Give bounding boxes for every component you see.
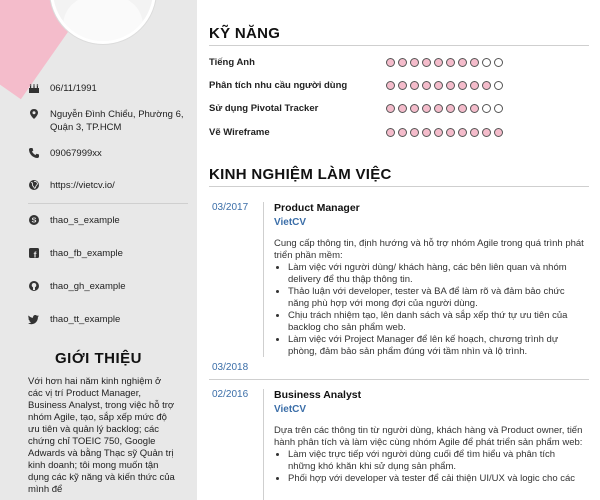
- timeline-line: [263, 389, 264, 500]
- cake-icon: [28, 82, 40, 94]
- sidebar: [0, 0, 197, 500]
- rating-dot-empty: [494, 104, 503, 113]
- rating-dot-filled: [446, 81, 455, 90]
- rating-dot-filled: [386, 58, 395, 67]
- skill-rating: [386, 58, 503, 67]
- rating-dot-filled: [386, 104, 395, 113]
- job-summary: Cung cấp thông tin, định hướng và hỗ trợ nhóm Agile trong quá trình phát triển phần mềm:: [274, 238, 584, 261]
- contact-text: 09067999xx: [50, 148, 102, 159]
- phone-icon: [28, 147, 40, 159]
- rating-dot-filled: [482, 128, 491, 137]
- intro-title: GIỚI THIỆU: [55, 350, 142, 367]
- job-title: Business Analyst: [274, 389, 362, 401]
- rating-dot-filled: [458, 58, 467, 67]
- github-icon: [28, 280, 40, 292]
- rating-dot-filled: [482, 81, 491, 90]
- job-company: VietCV: [274, 404, 307, 415]
- rating-dot-filled: [434, 128, 443, 137]
- rating-dot-filled: [398, 128, 407, 137]
- contact-text: 06/11/1991: [50, 83, 97, 94]
- rating-dot-filled: [410, 104, 419, 113]
- job-bullet: • Làm việc với Project Manager để lên kế hoạch, chương trình dự phòng, đảm bảo sản phẩm đúng với tầm nhìn và lộ trình.: [288, 334, 584, 358]
- social-text: thao_tt_example: [50, 314, 121, 325]
- rating-dot-filled: [494, 128, 503, 137]
- facebook-icon: [28, 247, 40, 259]
- svg-text:f: f: [33, 249, 37, 259]
- skill-name: Vẽ Wireframe: [209, 127, 270, 138]
- job-company: VietCV: [274, 217, 307, 228]
- section-divider: [209, 45, 589, 46]
- job-description: [274, 425, 584, 485]
- rating-dot-filled: [410, 58, 419, 67]
- job-bullet: • Làm việc với người dùng/ khách hàng, các bên liên quan và nhóm delivery để thu thập thông tin.: [288, 262, 584, 286]
- rating-dot-filled: [386, 81, 395, 90]
- rating-dot-empty: [494, 58, 503, 67]
- job-bullets: [274, 262, 584, 358]
- rating-dot-filled: [398, 104, 407, 113]
- job-summary: Dựa trên các thông tin từ người dùng, khách hàng và Product owner, tiến hành phân tích và làm việc cùng nhóm Agile để phát triển sản phẩm web:: [274, 425, 583, 448]
- rating-dot-empty: [482, 104, 491, 113]
- rating-dot-filled: [470, 104, 479, 113]
- skill-rating: [386, 128, 503, 137]
- intro-text: Với hơn hai năm kinh nghiệm ở các vị trí Product Manager, Business Analyst, trong việc hỗ trợ nhóm Agile, tạo, sắp xếp mức độ ưu tiên và quản lý backlog; các chứng chỉ TOEIC 750, Google Adwards và bằng Thạc sỹ Quản trị kinh doanh; tôi mong muốn tận dụng các kỹ năng và kiến thức của mình để: [28, 376, 175, 495]
- rating-dot-filled: [398, 58, 407, 67]
- avatar: [50, 0, 156, 44]
- rating-dot-filled: [434, 104, 443, 113]
- rating-dot-filled: [410, 128, 419, 137]
- job-end-date: 03/2018: [212, 362, 249, 373]
- rating-dot-filled: [434, 81, 443, 90]
- social-text: thao_gh_example: [50, 281, 126, 292]
- job-bullet: • Chịu trách nhiệm tạo, lên danh sách và sắp xếp thứ tự ưu tiên của backlog cho sản phẩm web.: [288, 310, 584, 334]
- rating-dot-filled: [458, 104, 467, 113]
- experience-title: KINH NGHIỆM LÀM VIỆC: [209, 166, 392, 183]
- rating-dot-filled: [422, 104, 431, 113]
- rating-dot-filled: [434, 58, 443, 67]
- rating-dot-filled: [422, 58, 431, 67]
- rating-dot-empty: [482, 58, 491, 67]
- job-start-date: 02/2016: [212, 389, 249, 400]
- rating-dot-filled: [410, 81, 419, 90]
- rating-dot-filled: [458, 128, 467, 137]
- svg-text:S: S: [31, 215, 37, 225]
- twitter-icon: [28, 313, 40, 325]
- contact-text: https://vietcv.io/: [50, 180, 115, 191]
- job-bullet: • Phối hợp với developer và tester để cải thiện UI/UX và logic cho các: [288, 473, 584, 485]
- skill-name: Sử dụng Pivotal Tracker: [209, 103, 319, 114]
- rating-dot-filled: [458, 81, 467, 90]
- skill-name: Phân tích nhu cầu người dùng: [209, 80, 348, 91]
- job-start-date: 03/2017: [212, 202, 249, 213]
- job-divider: [209, 379, 589, 380]
- social-text: thao_fb_example: [50, 248, 123, 259]
- divider: [28, 203, 188, 204]
- rating-dot-filled: [470, 128, 479, 137]
- skills-title: KỸ NĂNG: [209, 25, 281, 42]
- rating-dot-empty: [494, 81, 503, 90]
- skill-rating: [386, 81, 503, 90]
- skype-icon: [28, 214, 40, 226]
- rating-dot-filled: [446, 104, 455, 113]
- job-description: [274, 238, 584, 358]
- rating-dot-filled: [446, 128, 455, 137]
- skill-rating: [386, 104, 503, 113]
- rating-dot-filled: [446, 58, 455, 67]
- job-bullet: • Làm việc trực tiếp với người dùng cuối để tìm hiểu và phân tích những khó khăn khi sử dụng sản phẩm.: [288, 449, 584, 473]
- rating-dot-filled: [386, 128, 395, 137]
- rating-dot-filled: [398, 81, 407, 90]
- rating-dot-filled: [422, 81, 431, 90]
- social-text: thao_s_example: [50, 215, 120, 226]
- contact-text: Nguyễn Đình Chiểu, Phường 6, Quận 3, TP.HCM: [50, 109, 184, 133]
- rating-dot-filled: [470, 81, 479, 90]
- rating-dot-filled: [422, 128, 431, 137]
- rating-dot-filled: [470, 58, 479, 67]
- skill-name: Tiếng Anh: [209, 57, 255, 68]
- job-bullets: [274, 449, 584, 485]
- job-title: Product Manager: [274, 202, 360, 214]
- globe-icon: [28, 179, 40, 191]
- location-icon: [28, 108, 40, 120]
- job-bullet: • Thảo luận với developer, tester và BA để làm rõ và đảm bảo chức năng phù hợp với mong đợi của người dùng.: [288, 286, 584, 310]
- section-divider: [209, 186, 589, 187]
- timeline-line: [263, 202, 264, 357]
- main-content: [197, 0, 600, 500]
